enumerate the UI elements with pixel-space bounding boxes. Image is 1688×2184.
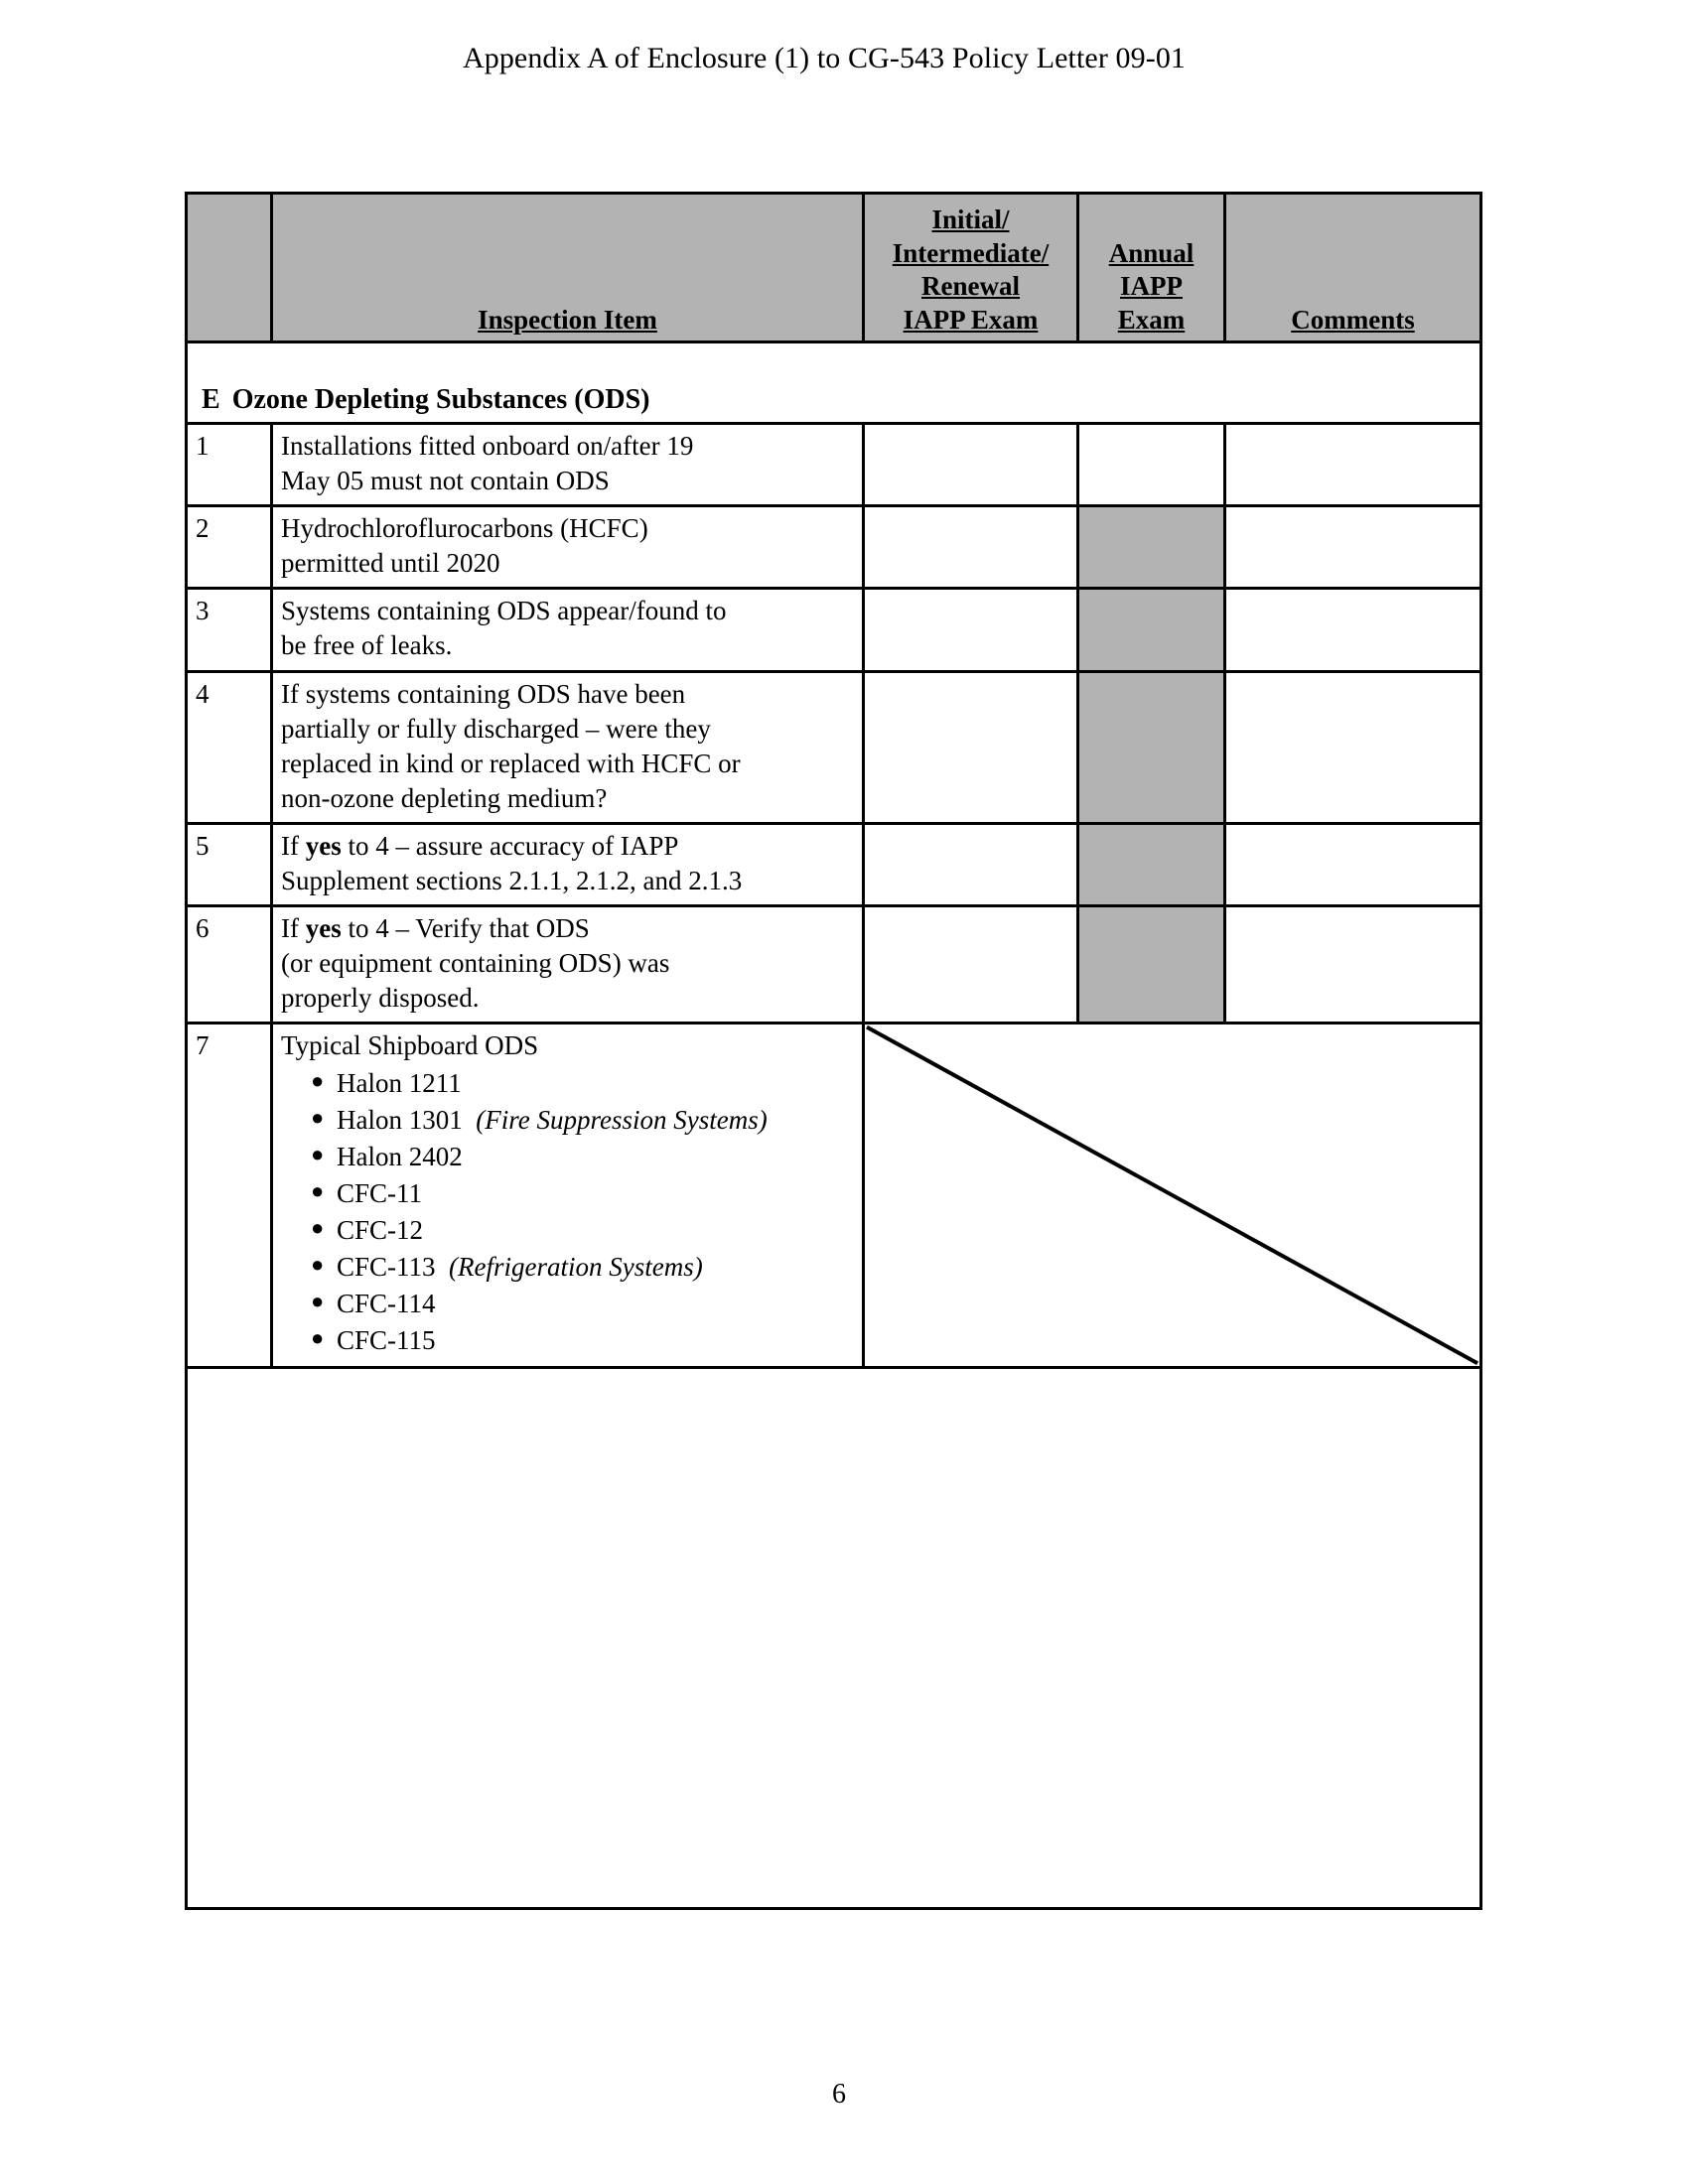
column-header-comments (1225, 194, 1481, 342)
ods-note: (Fire Suppression Systems) (476, 1104, 768, 1135)
item-line: May 05 must not contain ODS (281, 466, 610, 496)
row-inspection-item (272, 1024, 864, 1368)
table-row (187, 671, 1481, 823)
list-item (307, 1250, 854, 1285)
page-footer (0, 2079, 1688, 2111)
row-inspection-item (272, 671, 864, 823)
column-header-number (187, 194, 272, 342)
ods-label: CFC-113 (337, 1251, 436, 1282)
page-running-head (0, 42, 1688, 75)
bullet-icon: ● (311, 1289, 325, 1314)
item-line: partially or fully discharged – were they (281, 713, 711, 744)
item-text-emphasis: yes (305, 830, 342, 861)
ods-substance-list (281, 1066, 854, 1359)
row-number: 5 (187, 823, 272, 905)
running-head-text: Appendix A of Enclosure (1) to CG-543 Policy Letter 09-01 (462, 42, 1187, 74)
item-line: non-ozone depleting medium? (281, 782, 608, 813)
cell-comments[interactable] (1225, 906, 1481, 1024)
cell-initial-iapp-exam[interactable] (864, 671, 1078, 823)
bullet-icon: ● (311, 1214, 325, 1240)
list-item (307, 1140, 854, 1174)
cell-initial-iapp-exam[interactable] (864, 424, 1078, 506)
item-line-title: Typical Shipboard ODS (281, 1030, 539, 1061)
item-text-post: to 4 – Verify that ODS (341, 913, 590, 944)
bullet-icon: ● (311, 1067, 325, 1093)
table-row-blank (187, 1368, 1481, 1909)
list-item (307, 1287, 854, 1321)
cell-annual-iapp-exam-not-applicable (1078, 506, 1225, 589)
row-inspection-item (272, 424, 864, 506)
row-number: 2 (187, 506, 272, 589)
list-item (307, 1103, 854, 1138)
row-number: 3 (187, 589, 272, 671)
item-line: be free of leaks. (281, 630, 453, 661)
item-line (281, 829, 854, 864)
cell-blank-notes-area[interactable] (187, 1368, 1481, 1909)
cell-comments[interactable] (1225, 671, 1481, 823)
cell-comments[interactable] (1225, 506, 1481, 589)
ods-label: Halon 1211 (337, 1067, 462, 1098)
cell-comments[interactable] (1225, 823, 1481, 905)
header-line-initial: Initial/ (931, 205, 1010, 235)
item-line: properly disposed. (281, 983, 480, 1014)
bullet-icon: ● (311, 1251, 325, 1277)
item-line: replaced in kind or replaced with HCFC or (281, 748, 741, 778)
table-row (187, 823, 1481, 905)
item-line: Installations fitted onboard on/after 19 (281, 431, 694, 461)
section-heading-row (187, 342, 1481, 424)
item-line: Supplement sections 2.1.1, 2.1.2, and 2.1.3 (281, 866, 743, 896)
item-line: Hydrochloroflurocarbons (HCFC) (281, 513, 648, 544)
cell-not-applicable-diagonal (864, 1024, 1481, 1368)
cell-annual-iapp-exam-not-applicable (1078, 589, 1225, 671)
ods-note: (Refrigeration Systems) (449, 1251, 703, 1282)
header-line-renewal: Renewal (921, 271, 1020, 302)
ods-label: CFC-12 (337, 1214, 424, 1245)
list-item (307, 1323, 854, 1358)
cell-comments[interactable] (1225, 424, 1481, 506)
row-number: 4 (187, 671, 272, 823)
table-row (187, 506, 1481, 589)
cell-initial-iapp-exam[interactable] (864, 823, 1078, 905)
item-line (281, 911, 854, 946)
header-line-comments: Comments (1291, 304, 1415, 335)
page-number: 6 (832, 2079, 846, 2110)
row-inspection-item (272, 823, 864, 905)
column-header-initial-intermediate-renewal-iapp-exam (864, 194, 1078, 342)
section-title: Ozone Depleting Substances (ODS) (231, 383, 650, 415)
row-inspection-item (272, 506, 864, 589)
ods-label: CFC-114 (337, 1289, 436, 1319)
header-line-iapp-exam: IAPP Exam (903, 304, 1039, 335)
header-line-inspection-item: Inspection Item (478, 304, 657, 335)
table-row-typical-shipboard-ods (187, 1024, 1481, 1368)
cell-annual-iapp-exam-not-applicable (1078, 823, 1225, 905)
cell-annual-iapp-exam-not-applicable (1078, 671, 1225, 823)
item-line: permitted until 2020 (281, 548, 500, 579)
bullet-icon: ● (311, 1141, 325, 1166)
ods-label: Halon 1301 (337, 1104, 463, 1135)
ods-label: CFC-11 (337, 1177, 423, 1208)
section-heading-cell (187, 342, 1481, 424)
section-letter: E (202, 383, 220, 415)
cell-initial-iapp-exam[interactable] (864, 906, 1078, 1024)
column-header-annual-iapp-exam (1078, 194, 1225, 342)
list-item (307, 1066, 854, 1101)
item-text-post: to 4 – assure accuracy of IAPP (341, 830, 679, 861)
row-number: 7 (187, 1024, 272, 1368)
row-inspection-item (272, 589, 864, 671)
row-number: 1 (187, 424, 272, 506)
bullet-icon: ● (311, 1177, 325, 1203)
cell-annual-iapp-exam-not-applicable (1078, 906, 1225, 1024)
list-item (307, 1213, 854, 1248)
cell-initial-iapp-exam[interactable] (864, 589, 1078, 671)
table-row (187, 906, 1481, 1024)
row-number: 6 (187, 906, 272, 1024)
item-text-emphasis: yes (305, 913, 342, 944)
cell-annual-iapp-exam[interactable] (1078, 424, 1225, 506)
item-line: (or equipment containing ODS) was (281, 948, 670, 979)
header-line-intermediate: Intermediate/ (892, 237, 1050, 268)
ods-label: Halon 2402 (337, 1141, 463, 1171)
table-row (187, 424, 1481, 506)
list-item (307, 1176, 854, 1211)
inspection-checklist-table (185, 192, 1482, 1910)
bullet-icon: ● (311, 1325, 325, 1351)
header-line-iapp: IAPP (1120, 271, 1183, 302)
item-text-pre: If (281, 913, 306, 944)
checklist-table-container (185, 192, 1479, 1910)
item-line: If systems containing ODS have been (281, 678, 686, 709)
diagonal-strikethrough-icon (865, 1024, 1479, 1366)
table-header-row (187, 194, 1481, 342)
cell-comments[interactable] (1225, 589, 1481, 671)
row-inspection-item (272, 906, 864, 1024)
cell-initial-iapp-exam[interactable] (864, 506, 1078, 589)
ods-label: CFC-115 (337, 1325, 436, 1356)
item-text-pre: If (281, 830, 306, 861)
column-header-inspection-item (272, 194, 864, 342)
bullet-icon: ● (311, 1104, 325, 1130)
header-line-exam: Exam (1117, 304, 1186, 335)
table-row (187, 589, 1481, 671)
item-line: Systems containing ODS appear/found to (281, 596, 727, 626)
header-line-annual: Annual (1108, 237, 1195, 268)
